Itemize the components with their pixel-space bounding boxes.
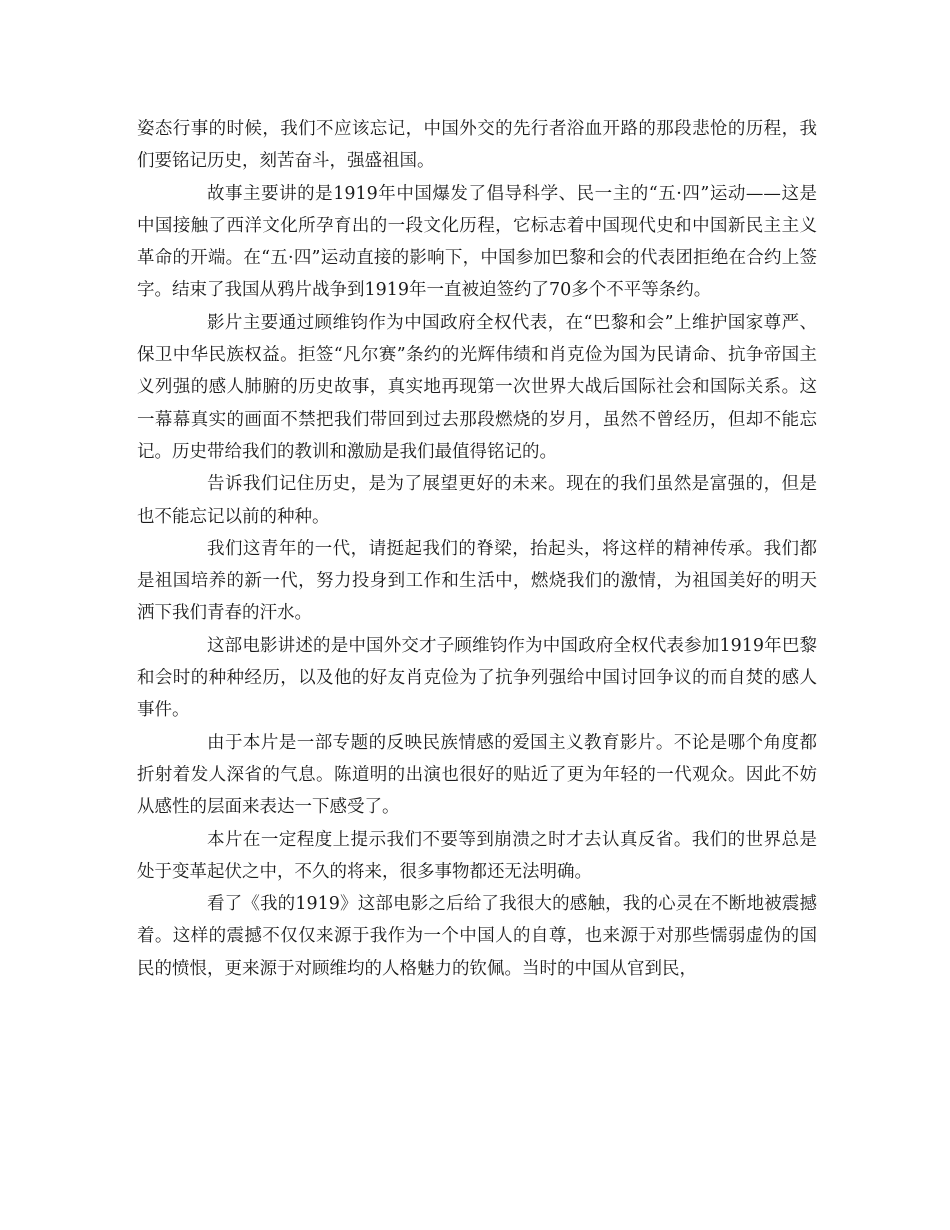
paragraph: 由于本片是一部专题的反映民族情感的爱国主义教育影片。不论是哪个角度都折射着发人深省的气息。陈道明的出演也很好的贴近了更为年轻的一代观众。因此不妨从感性的层面来表达一下感受了。	[137, 732, 817, 818]
paragraph: 姿态行事的时候，我们不应该忘记，中国外交的先行者浴血开路的那段悲怆的历程，我们要铭记历史，刻苦奋斗，强盛祖国。	[137, 119, 817, 172]
paragraph: 看了《我的1919》这部电影之后给了我很大的感触，我的心灵在不断地被震撼着。这样的震撼不仅仅来源于我作为一个中国人的自尊，也来源于对那些懦弱虚伪的国民的愤恨，更来源于对顾维均的人格魅力的钦佩。当时的中国从官到民，	[137, 894, 817, 979]
document-body	[137, 113, 817, 985]
paragraph: 我们这青年的一代，请挺起我们的脊梁，抬起头，将这样的精神传承。我们都是祖国培养的新一代，努力投身到工作和生活中，燃烧我们的激情，为祖国美好的明天洒下我们青春的汗水。	[137, 538, 817, 624]
paragraph: 这部电影讲述的是中国外交才子顾维钧作为中国政府全权代表参加1919年巴黎和会时的种种经历，以及他的好友肖克俭为了抗争列强给中国讨回争议的而自焚的感人事件。	[137, 635, 817, 721]
paragraph: 告诉我们记住历史，是为了展望更好的未来。现在的我们虽然是富强的，但是也不能忘记以前的种种。	[137, 474, 817, 527]
paragraph: 本片在一定程度上提示我们不要等到崩溃之时才去认真反省。我们的世界总是处于变革起伏之中，不久的将来，很多事物都还无法明确。	[137, 829, 817, 882]
paragraph: 影片主要通过顾维钧作为中国政府全权代表，在“巴黎和会”上维护国家尊严、保卫中华民族权益。拒签“凡尔赛”条约的光辉伟绩和肖克俭为国为民请命、抗争帝国主义列强的感人肺腑的历史故事，真实地再现第一次世界大战后国际社会和国际关系。这一幕幕真实的画面不禁把我们带回到过去那段燃烧的岁月，虽然不曾经历，但却不能忘记。历史带给我们的教训和激励是我们最值得铭记的。	[137, 312, 817, 462]
paragraph: 故事主要讲的是1919年中国爆发了倡导科学、民一主的“五·四”运动——这是中国接触了西洋文化所孕育出的一段文化历程，它标志着中国现代史和中国新民主主义革命的开端。在“五·四”运动直接的影响下，中国参加巴黎和会的代表团拒绝在合约上签字。结束了我国从鸦片战争到1919年一直被迫签约了70多个不平等条约。	[137, 183, 817, 301]
